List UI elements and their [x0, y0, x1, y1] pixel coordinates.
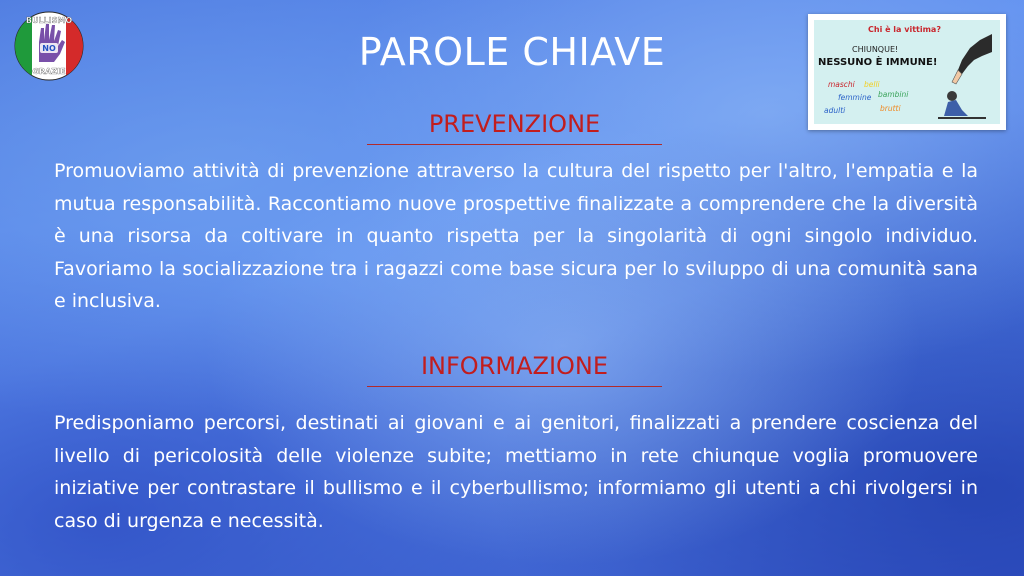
poster-panel	[814, 20, 1000, 124]
poster-immune: NESSUNO È IMMUNE!	[818, 57, 938, 68]
logo-text-top: BULLISMO	[25, 16, 73, 25]
poster-question: Chi è la vittima?	[868, 25, 941, 34]
poster-anyone: CHIUNQUE!	[852, 45, 899, 54]
section-body-informazione: Predisponiamo percorsi, destinati ai giovani e ai genitori, finalizzati a prendere coscienza del livello di pericolosità delle violenze subite; mettiamo in rete chiunque voglia promuovere iniziative per contrastare il bullismo e il cyberbullismo; informiamo gli utenti a chi rivolgersi in caso di urgenza e necessità.	[54, 412, 978, 532]
logo-text-bottom: GRAZIE	[32, 67, 66, 76]
poster-word: femmine	[838, 93, 872, 102]
poster-word: maschi	[828, 80, 855, 89]
logo-text-mid: NO	[42, 44, 56, 53]
section-heading-prevenzione: PREVENZIONE	[367, 110, 662, 145]
victim-poster-image	[808, 14, 1006, 130]
poster-word: adulti	[824, 106, 846, 115]
page-title: PAROLE CHIAVE	[358, 30, 666, 74]
section-body-prevenzione: Promuoviamo attività di prevenzione attraverso la cultura del rispetto per l'altro, l'empatia e la mutua responsabilità. Raccontiamo nuove prospettive finalizzate a comprendere che la diversità è una risorsa da coltivare in quanto rispetta per la singolarità di ogni singolo individuo. Favoriamo la socializzazione tra i ragazzi come base sicura per lo sviluppo di una comunità sana e inclusiva.	[54, 160, 978, 312]
poster-word: bambini	[878, 90, 909, 99]
section-heading-informazione: INFORMAZIONE	[367, 352, 662, 387]
poster-word: brutti	[880, 104, 901, 113]
pointing-hand-illustration-icon	[922, 30, 1000, 120]
poster-word: belli	[864, 80, 880, 89]
